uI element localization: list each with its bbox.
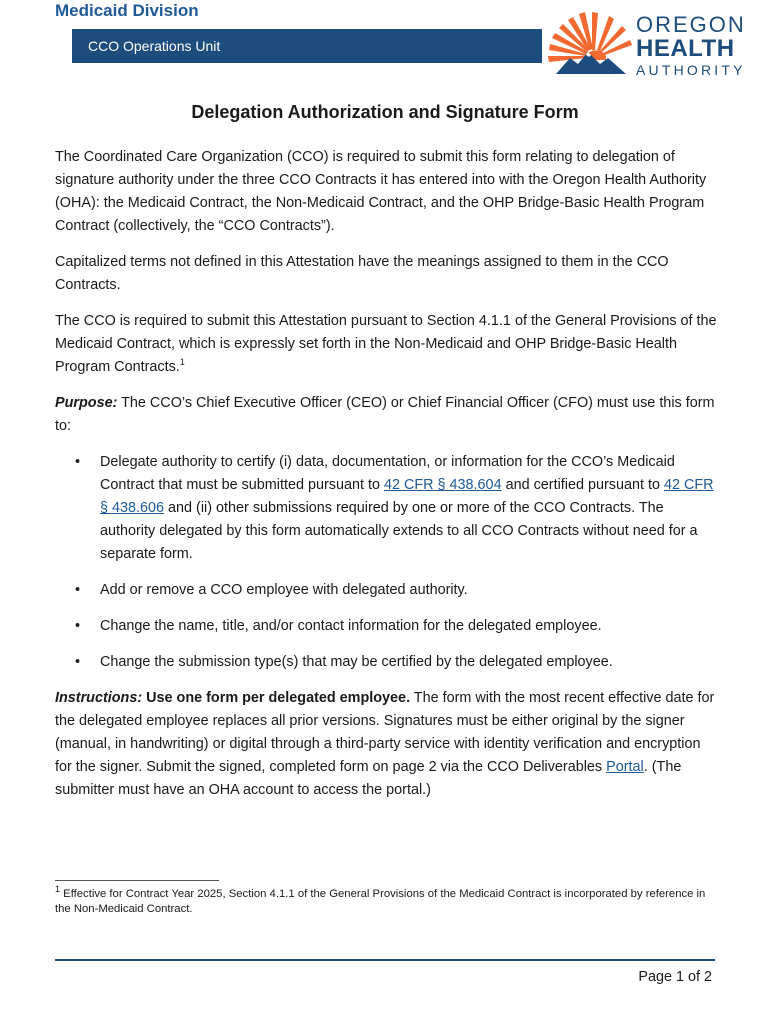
list-item <box>55 451 720 566</box>
attestation-paragraph <box>55 310 720 379</box>
form-title: Delegation Authorization and Signature Form <box>191 102 579 122</box>
logo-line-oregon: OREGON <box>636 12 746 37</box>
purpose-list <box>55 451 720 674</box>
bullet-icon: • <box>75 454 81 470</box>
intro-paragraph: The Coordinated Care Organization (CCO) is required to submit this form relating to delegation of signature authority under the three CCO Contracts it has entered into with the Oregon Health Authority (OHA): the Medicaid Contract, the Non-Medicaid Contract, and the OHP Bridge-Basic Health Program Contract (collectively, the “CCO Contracts”). <box>55 149 707 234</box>
terms-paragraph: Capitalized terms not defined in this Attestation have the meanings assigned to them in the CCO Contracts. <box>55 254 669 293</box>
instructions-label: Instructions: <box>55 690 143 706</box>
instructions-paragraph <box>55 687 720 802</box>
list-item <box>55 579 720 602</box>
bullet-text: Add or remove a CCO employee with delegated authority. <box>100 582 468 598</box>
bullet-text: Change the submission type(s) that may be certified by the delegated employee. <box>100 654 613 670</box>
instructions-text: The form with the most recent effective date for the delegated employee replaces all prior versions. Signatures must be either original by the signer (manual, in handwriting) or digital through a third-party service with identity verification and encryption for the signer. Submit the signed, completed form on page 2 via the CCO Deliverables <box>55 690 715 775</box>
footnote-ref[interactable]: 1 <box>179 357 185 368</box>
page-number: Page 1 of 2 <box>638 969 712 985</box>
attestation-text: The CCO is required to submit this Attestation pursuant to Section 4.1.1 of the General Provisions of the Medicaid Contract, which is expressly set forth in the Non-Medicaid and OHP Bridge-Basic Health Program Contracts. <box>55 313 717 375</box>
bullet-icon: • <box>75 654 81 670</box>
footnote-number: 1 <box>55 884 61 895</box>
bullet-text: and certified pursuant to <box>501 477 664 493</box>
bullet-text: and (ii) other submissions required by one or more of the CCO Contracts. The authority delegated by this form automatically extends to all CCO Contracts without need for a separate form. <box>100 500 698 562</box>
unit-label: CCO Operations Unit <box>88 38 221 54</box>
bullet-text: Delegate authority to certify (i) data, documentation, or information for the CCO’s Medicaid Contract that must be submitted pursuant to <box>100 454 675 493</box>
division-heading: Medicaid Division <box>55 1 199 20</box>
logo-line-health: HEALTH <box>636 35 735 62</box>
portal-link[interactable]: Portal <box>606 759 644 775</box>
footer-divider <box>55 959 715 961</box>
unit-banner <box>72 29 542 63</box>
list-item <box>55 651 720 674</box>
footnote-text: Effective for Contract Year 2025, Section 4.1.1 of the General Provisions of the Medicaid Contract is incorporated by reference in the Non-Medicaid Contract. <box>55 888 706 915</box>
purpose-paragraph <box>55 392 720 438</box>
oha-logo-text <box>636 14 746 77</box>
footnote <box>55 884 720 917</box>
purpose-label: Purpose: <box>55 395 118 411</box>
form-body <box>55 146 720 815</box>
instructions-bold: Use one form per delegated employee. <box>142 690 411 706</box>
purpose-text: The CCO’s Chief Executive Officer (CEO) or Chief Financial Officer (CFO) must use this form to: <box>55 395 715 434</box>
bullet-icon: • <box>75 582 81 598</box>
list-item <box>55 615 720 638</box>
footnote-divider <box>55 880 219 881</box>
cfr-438-604-link[interactable]: 42 CFR § 438.604 <box>383 477 502 493</box>
bullet-text: Change the name, title, and/or contact information for the delegated employee. <box>100 618 602 634</box>
logo-line-authority: AUTHORITY <box>636 62 746 78</box>
cfr-438-606-link[interactable]: 42 CFR § 438.606 <box>100 477 714 516</box>
bullet-icon: • <box>75 618 81 634</box>
instructions-text-end: . (The submitter must have an OHA account to access the portal.) <box>55 759 682 798</box>
